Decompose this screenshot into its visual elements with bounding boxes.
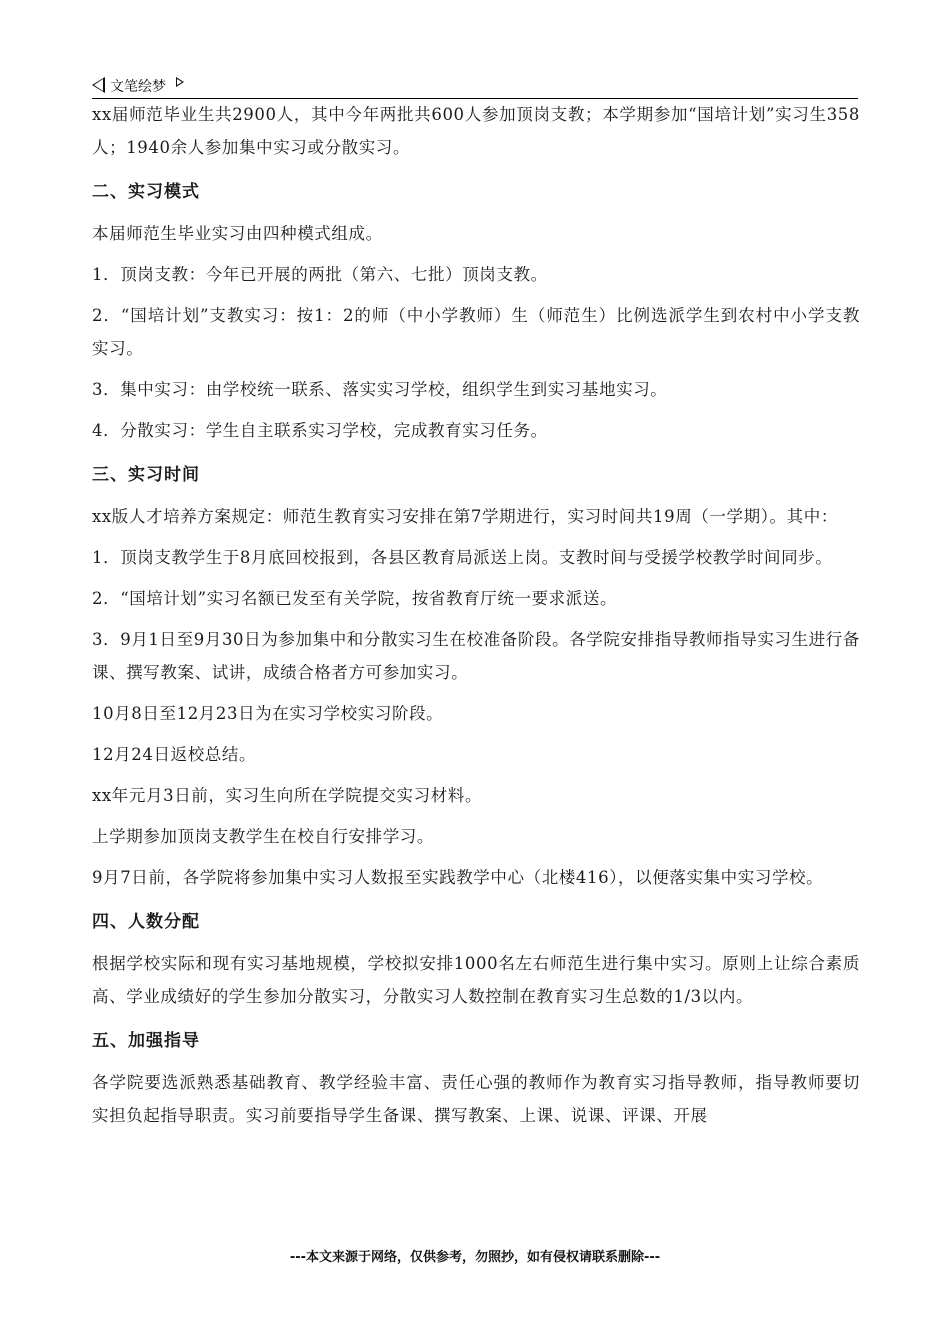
section-heading: 五、加强指导 — [92, 1031, 200, 1051]
triangle-right-icon — [176, 77, 184, 87]
paragraph: 各学院要选派熟悉基础教育、教学经验丰富、责任心强的教师作为教育实习指导教师，指导教师要切实担负起指导职责。实习前要指导学生备课、撰写教案、上课、说课、评课、开展 — [92, 1073, 860, 1125]
paragraph: 2．“国培计划”支教实习：按1：2的师（中小学教师）生（师范生）比例选派学生到农村中小学支教实习。 — [92, 306, 860, 358]
paragraph: xx年元月3日前，实习生向所在学院提交实习材料。 — [92, 786, 483, 805]
paragraph: 1．顶岗支教：今年已开展的两批（第六、七批）顶岗支教。 — [92, 265, 548, 284]
paragraph: xx版人才培养方案规定：师范生教育实习安排在第7学期进行，实习时间共19周（一学期）。其中： — [92, 507, 838, 526]
section-heading: 二、实习模式 — [92, 182, 200, 202]
paragraph: 2．“国培计划”实习名额已发至有关学院，按省教育厅统一要求派送。 — [92, 589, 618, 608]
document-body — [92, 98, 860, 1140]
section-heading: 三、实习时间 — [92, 465, 200, 485]
paragraph: 上学期参加顶岗支教学生在校自行安排学习。 — [92, 827, 434, 846]
paragraph: 3．集中实习：由学校统一联系、落实实习学校，组织学生到实习基地实习。 — [92, 380, 668, 399]
paragraph: xx届师范毕业生共2900人，其中今年两批共600人参加顶岗支教；本学期参加“国培计划”实习生358人；1940余人参加集中实习或分散实习。 — [92, 105, 860, 157]
section-heading: 四、人数分配 — [92, 912, 200, 932]
paragraph: 1．顶岗支教学生于8月底回校报到，各县区教育局派送上岗。支教时间与受援学校教学时间同步。 — [92, 548, 833, 567]
paragraph: 3．9月1日至9月30日为参加集中和分散实习生在校准备阶段。各学院安排指导教师指导实习生进行备课、撰写教案、试讲，成绩合格者方可参加实习。 — [92, 630, 860, 682]
paragraph: 9月7日前，各学院将参加集中实习人数报至实践教学中心（北楼416），以便落实集中实习学校。 — [92, 868, 824, 887]
paragraph: 10月8日至12月23日为在实习学校实习阶段。 — [92, 704, 444, 723]
paragraph: 根据学校实际和现有实习基地规模，学校拟安排1000名左右师范生进行集中实习。原则上让综合素质高、学业成绩好的学生参加分散实习，分散实习人数控制在教育实习生总数的1/3以内。 — [92, 954, 860, 1006]
page-footer: ---本文来源于网络，仅供参考，勿照抄，如有侵权请联系删除--- — [289, 1250, 661, 1265]
paragraph: 12月24日返校总结。 — [92, 745, 257, 764]
header-title: 文笔绘梦 — [110, 79, 166, 95]
paragraph: 4．分散实习：学生自主联系实习学校，完成教育实习任务。 — [92, 421, 548, 440]
page-header — [92, 74, 858, 99]
paragraph: 本届师范生毕业实习由四种模式组成。 — [92, 224, 383, 243]
triangle-left-icon — [92, 77, 105, 93]
